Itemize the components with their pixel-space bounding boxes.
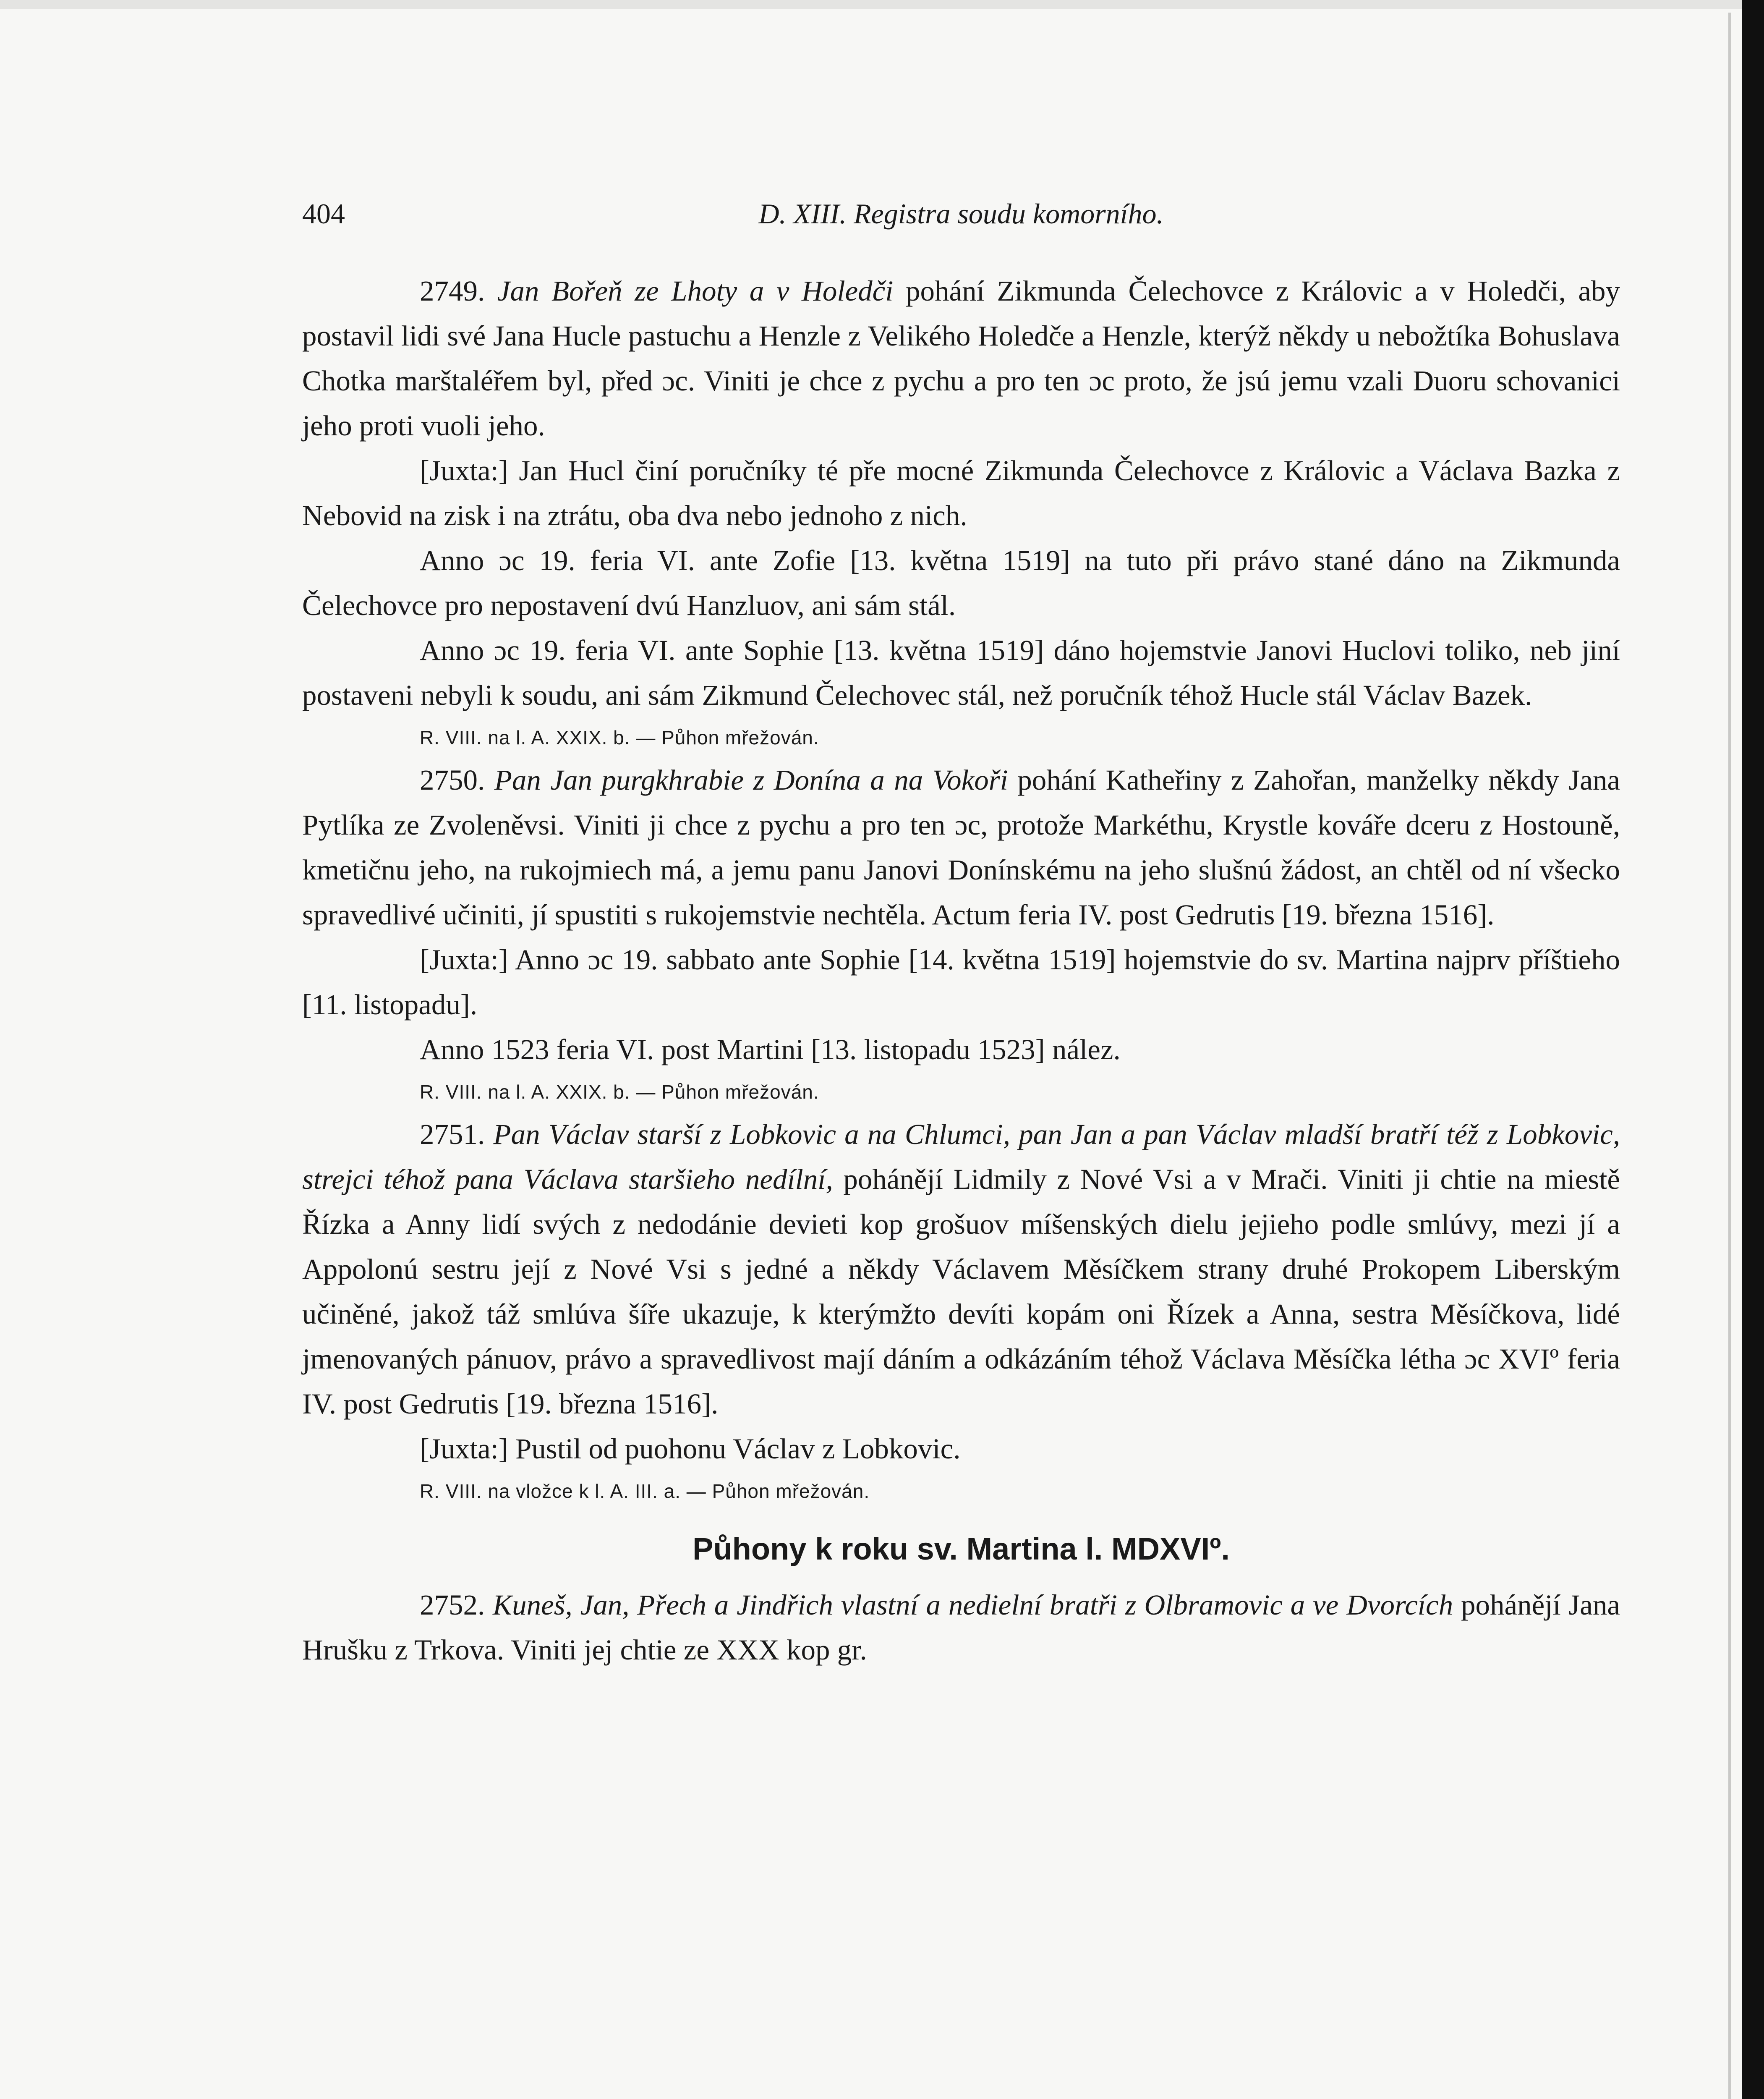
entry-number: 2749. (420, 275, 485, 307)
entry-note: [Juxta:] Pustil od puohonu Václav z Lobkovic. (420, 1433, 961, 1465)
running-title: D. XIII. Registra soudu komorního. (758, 198, 1164, 230)
entry-parties: Kuneš, Jan, Přech a Jindřich vlastní a nedielní bratři z Olbramovic a ve Dvorcích (493, 1589, 1453, 1621)
scan-gutter-line (1728, 13, 1731, 2099)
document-body (302, 269, 1620, 1672)
entry-note: Anno ɔc 19. feria VI. ante Sophie [13. května 1519] dáno hojemstvie Janovi Huclovi toliko, neb jiní postaveni nebyli k soudu, ani sám Zikmund Čelechovec stál, než poručník téhož Hucle stál Václav Bazek. (302, 634, 1620, 711)
entry-2749 (302, 269, 1620, 448)
scan-top-edge (0, 0, 1742, 9)
entry-text: pohání Katheřiny z Zahořan, manželky někdy Jana Pytlíka ze Zvoleněvsi. Viniti ji chce z pychu a pro ten ɔc, protože Markéthu, Krystle kováře dceru z Hostouně, kmetičnu jeho, na rukojmiech má, a jemu panu Janovi Donínskému na jeho slušnú žádost, an chtěl od ní všecko spravedlivé učiniti, jí spustiti s rukojemstvie nechtěla. Actum feria IV. post Gedrutis [19. března 1516]. (302, 764, 1620, 931)
page-header (302, 197, 1620, 243)
scan-right-edge (1742, 0, 1764, 2099)
entry-note: [Juxta:] Jan Hucl činí poručníky té pře mocné Zikmunda Čelechovce z Královic a Václava Bazka z Nebovid na zisk i na ztrátu, oba dva nebo jednoho z nich. (302, 455, 1620, 531)
entry-reference: R. VIII. na vložce k l. A. III. a. — Půhon mřežován. (420, 1480, 870, 1502)
entry-reference: R. VIII. na l. A. XXIX. b. — Půhon mřežován. (420, 1081, 819, 1103)
entry-number: 2752. (420, 1589, 485, 1621)
entry-note: [Juxta:] Anno ɔc 19. sabbato ante Sophie [14. května 1519] hojemstvie do sv. Martina najprv příštieho [11. listopadu]. (302, 944, 1620, 1021)
entry-text: pohánějí Jana Hrušku z Trkova. Viniti jej chtie ze XXX kop gr. (302, 1589, 1620, 1666)
entry-parties: Jan Bořeň ze Lhoty a v Holedči (497, 275, 894, 307)
entry-note: Anno ɔc 19. feria VI. ante Zofie [13. května 1519] na tuto při právo stané dáno na Zikmunda Čelechovce pro nepostavení dvú Hanzluov, ani sám stál. (302, 544, 1620, 621)
page-number: 404 (302, 198, 345, 230)
entry-note: Anno 1523 feria VI. post Martini [13. listopadu 1523] nález. (420, 1034, 1121, 1065)
entry-reference: R. VIII. na l. A. XXIX. b. — Půhon mřežován. (420, 727, 819, 749)
entry-2752 (302, 1583, 1620, 1672)
section-heading: Půhony k roku sv. Martina l. MDXVIº. (693, 1531, 1230, 1566)
entry-parties: Pan Václav starší z Lobkovic a na Chlumci, pan Jan a pan Václav mladší bratří též z Lobkovic, strejci téhož pana Václava staršieho nedílní, (302, 1118, 1620, 1195)
entry-number: 2751. (420, 1118, 485, 1150)
entry-2750 (302, 758, 1620, 937)
entry-parties: Pan Jan purgkhrabie z Donína a na Vokoři (494, 764, 1008, 796)
entry-text: pohánějí Lidmily z Nové Vsi a v Mrači. Viniti ji chtie na miestě Řízka a Anny lidí svých z nedodánie devieti kop grošuov míšenských dielu jejieho podle smlúvy, mezi jí a Appolonú sestru její z Nové Vsi s jedné a někdy Václavem Měsíčkem strany druhé Prokopem Liberským učiněné, jakož táž smlúva šíře ukazuje, k kterýmžto devíti kopám oni Řízek a Anna, sestra Měsíčkova, lidé jmenovaných pánuov, právo a spravedlivost mají dáním a odkázáním téhož Václava Měsíčka létha ɔc XVIº feria IV. post Gedrutis [19. března 1516]. (302, 1163, 1620, 1420)
entry-number: 2750. (420, 764, 485, 796)
entry-text: pohání Zikmunda Čelechovce z Královic a v Holedči, aby postavil lidi své Jana Hucle pastuchu a Henzle z Velikého Holedče a Henzle, kterýž někdy u nebožtíka Bohuslava Chotka marštaléřem byl, před ɔc. Viniti je chce z pychu a pro ten ɔc proto, že jsú jemu vzali Duoru schovanici jeho proti vuoli jeho. (302, 275, 1620, 442)
entry-2751 (302, 1112, 1620, 1426)
